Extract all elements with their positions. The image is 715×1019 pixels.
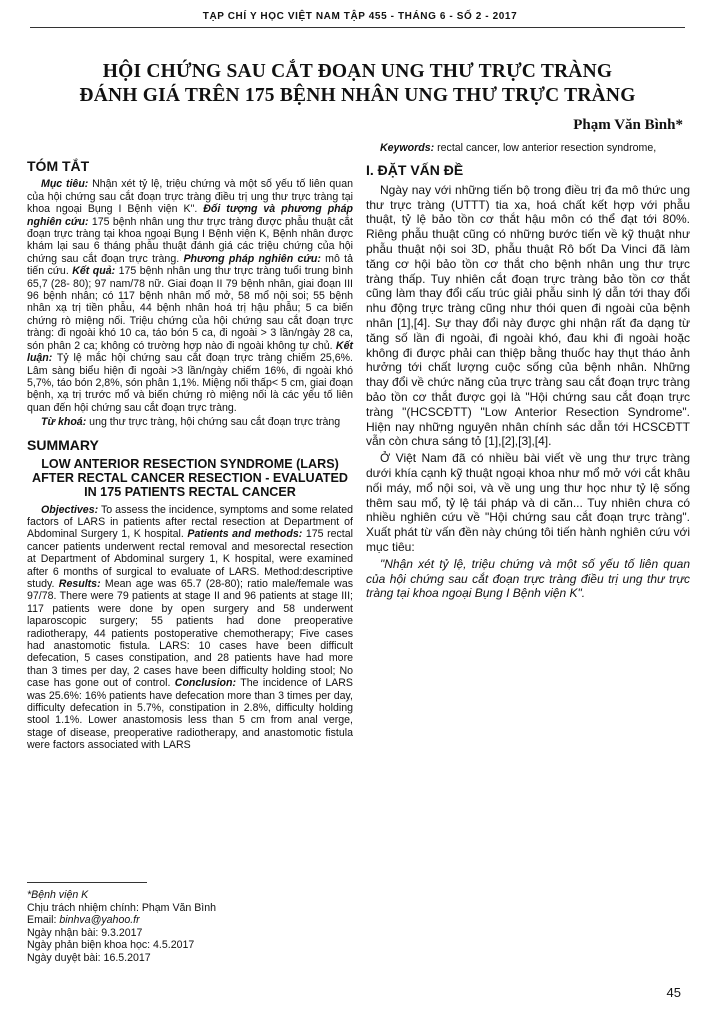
keywords-en xyxy=(366,142,690,154)
keywords-vi xyxy=(27,416,353,428)
conclusion-text-vi: Tỷ lệ mắc hội chứng sau cắt đoạn trực tràng chiếm 25,6%. Lâm sàng biểu hiện đi ngoài >3 lần/ngày chiếm 16%, đi ngoài khó 5,7%, táo bón 2,8%, són phân 1,1%. Miệng nối thấp< 5 cm, giai đoạn bệnh, xạ trị trước mổ và biến chứng rò miệng nối là các yếu tố liên quan đến hội chứng sau cắt đoạn trực tràng. xyxy=(27,352,353,414)
review-date: Ngày phản biện khoa học: 4.5.2017 xyxy=(27,939,195,952)
tom-tat-heading: TÓM TẮT xyxy=(27,158,90,174)
article-title xyxy=(40,60,675,108)
objectives-label-vi: Mục tiêu: xyxy=(41,178,89,191)
left-column xyxy=(27,142,353,754)
received-date: Ngày nhận bài: 9.3.2017 xyxy=(27,926,143,939)
patients-text-en: 175 rectal cancer patients underwent rectal removal and mesorectal resection at Department of Abdominal surgery 1, K hospital, were examined after 6 months of surgical to evaluate of LARS. Method:descriptive study. xyxy=(27,528,353,590)
keywords-label-en: Keywords: xyxy=(380,142,435,154)
objectives-text-vi: Nhận xét tỷ lệ, triệu chứng và một số yếu tố liên quan của hội chứng sau cắt đoạn trực tràng điều trị ung thư trực tràng tại khoa ngoại Bụng I Bệnh viện K". xyxy=(27,178,353,216)
conclusion-label-en: Conclusion: xyxy=(170,677,237,690)
affiliation: *Bệnh viện K xyxy=(27,889,89,901)
accepted-date: Ngày duyệt bài: 16.5.2017 xyxy=(27,951,151,964)
header-rule xyxy=(30,27,685,28)
study-objective-quote: "Nhận xét tỷ lệ, triệu chứng và một số yếu tố liên quan của hội chứng sau cắt đoạn trực tràng điều trị ung thư trực tràng tại khoa ngoại Bụng I Bệnh viện K". xyxy=(366,556,690,601)
conclusion-label-vi: Kết luận: xyxy=(27,339,353,365)
corresponding-author: Chịu trách nhiệm chính: Phạm Văn Bình xyxy=(27,901,217,914)
method-text-vi: mô tả tiến cứu. xyxy=(27,252,354,278)
results-label-vi: Kết quả: xyxy=(68,265,116,278)
results-text-vi: 175 bệnh nhân ung thư trực tràng tuổi trung bình 65,7 (28- 80); 97 nam/78 nữ. Giai đoạn II 79 bệnh nhân, giai đoạn III 96 bệnh nhân; có 117 bệnh nhân mổ mở, 58 mổ nội soi; 55 bệnh nhân xạ trị tiền phẫu, 44 bệnh nhân hoá trị hậu phẫu; 5 ca biến chứng rò miệng nối. Triệu chứng của hội chứng sau cắt đoạn trực tràng: đi ngoài khó 10 ca, táo bón 5 ca, đi ngoài > 3 lần/ngày 28 ca, són phân 2 ca; không có trường hợp nào đi ngoài không tự chủ. xyxy=(27,265,353,352)
journal-header: TẠP CHÍ Y HỌC VIỆT NAM TẬP 455 - THÁNG 6 - SỐ 2 - 2017 xyxy=(202,11,518,22)
subjects-label-vi: Đối tượng và phương pháp nghiên cứu: xyxy=(27,203,353,228)
tom-tat-body xyxy=(27,178,353,414)
summary-heading: SUMMARY xyxy=(27,436,99,453)
intro-paragraph-2: Ở Việt Nam đã có nhiều bài viết về ung thư trực tràng dưới khía cạnh kỹ thuật ngoại khoa như mổ mở với cắt khâu nối máy, mổ nội soi, và về ung ung thư học như tỷ lệ sống thêm sau mổ, tỷ lệ tái pháp và di căn... Tuy nhiên chưa có nhiều nghiên cứu về "Hội chứng sau cắt đoạn trực tràng". Xuất phát từ vấn đền này chúng tôi tiến hành nghiên cứu với mục tiêu: xyxy=(366,451,690,554)
objectives-label-en: Objectives: xyxy=(41,503,99,516)
right-column xyxy=(366,142,690,603)
title-line-2: ĐÁNH GIÁ TRÊN 175 BỆNH NHÂN UNG THƯ TRỰC TRÀNG xyxy=(79,85,636,106)
author-name: Phạm Văn Bình* xyxy=(573,117,683,133)
objectives-text-en: To assess the incidence, symptoms and some related factors of LARS in patients after rectal resection at Department of Abdominal Surgery 1, K hospital. xyxy=(27,503,353,541)
summary-title: LOW ANTERIOR RESECTION SYNDROME (LARS) AFTER RECTAL CANCER RESECTION - EVALUATED IN 175 PATIENTS RECTAL CANCER xyxy=(31,456,348,500)
keywords-text-en: rectal cancer, low anterior resection syndrome, xyxy=(434,142,657,154)
email-label: Email: xyxy=(27,914,60,927)
page-number: 45 xyxy=(666,985,681,1000)
results-text-en: Mean age was 65.7 (28-80); ratio male/female was 97/78. There were 79 patients at stage II and 96 patients at stage III; 117 patients were done by open surgery and 58 underwent laparoscopic surgery; 55 patients had done preoperative radiotherapy, 44 patients postoperative chemotherapy; Five cases had anastomotic fistula. LARS: 10 cases have been difficult defecation, 5 cases constipation, and 28 patients have had more than 3 times per day, 2 cases have been difficulty holding stool; No case has gone out of control. xyxy=(27,577,354,690)
footnotes xyxy=(27,882,353,965)
results-label-en: Results: xyxy=(54,577,101,590)
email-link[interactable]: binhva@yahoo.fr xyxy=(59,914,140,927)
subjects-text-vi: 175 bệnh nhân ung thư trực tràng được phẫu thuật cắt đoạn trực tràng tại khoa ngoại Bụng I Bệnh viện K, Bệnh nhân được khám lại sau 6 tháng phẫu thuật đánh giá các triệu chứng của hội chứng sau cắt đoạn trực tràng. xyxy=(27,215,353,265)
footnote-rule xyxy=(27,882,147,883)
conclusion-text-en: The incidence of LARS was 25.6%: 16% patients have defecation more than 3 times per day, difficulty defecation in 5.7%, constipation in 2.8%, difficulty holding stool 1.1%. Lower anastomosis less than 5 cm from anal verge, stage of disease, preoperative radiotherapy, and anastomotic fistula were factors associated with LARS xyxy=(27,677,353,752)
method-label-vi: Phương pháp nghiên cứu: xyxy=(179,252,321,265)
email-line xyxy=(27,914,353,927)
patients-label-en: Patients and methods: xyxy=(183,528,303,541)
keywords-label-vi: Từ khoá: xyxy=(41,416,87,429)
intro-paragraph-1: Ngày nay với những tiến bộ trong điều trị đa mô thức ung thư trực tràng (UTTT) tia xa, hoá chất kết hợp với phẫu thuật, tỷ lệ bảo tồn cơ thắt hậu môn có thể đạt tới 80%. Riêng phẫu thuật cũng có những bước tiến về kỹ thuật như phẫu thuật nội soi 3D, phẫu thuật Rô bốt Da Vinci đã làm tăng cơ hội bảo tồn cơ thắt cho bệnh nhân ung thư trực tràng thấp. Tuy nhiên cắt đoạn trực tràng bảo tồn cơ thắt cũng làm thay đổi cấu trúc giải phẫu sinh lý dẫn tới thay đổi nhu động trực tràng cũng như thói quen đi ngoài của bệnh nhân [1],[4]. Sự thay đổi này được ghi nhận rất đa dạng từ tăng số lần đi ngoài, đi ngoài khó, đau khi đi ngoài hoặc không đi được phải can thiệp bằng thuốc hay thụt tháo ảnh hưởng tới chất lượng cuộc sống của bệnh nhân. Những thay đổi về chức năng của trực tràng sau cắt đoạn trực tràng bảo tồn cơ thắt được gọi là "Hội chứng sau cắt đoạn trực tràng "(HCSCĐTT) "Low Anterior Resection Syndrome". Hiện nay những nguyên nhân chính sác dẫn tới HCSCĐTT vẫn còn chưa sáng tỏ [1],[2],[3],[4]. xyxy=(366,182,690,449)
title-line-1: HỘI CHỨNG SAU CẮT ĐOẠN UNG THƯ TRỰC TRÀNG xyxy=(102,61,613,82)
summary-body-part-1 xyxy=(27,504,353,752)
intro-heading: I. ĐẶT VẤN ĐỀ xyxy=(366,162,464,179)
keywords-text-vi: ung thư trực tràng, hội chứng sau cắt đoạn trực tràng xyxy=(86,416,341,429)
